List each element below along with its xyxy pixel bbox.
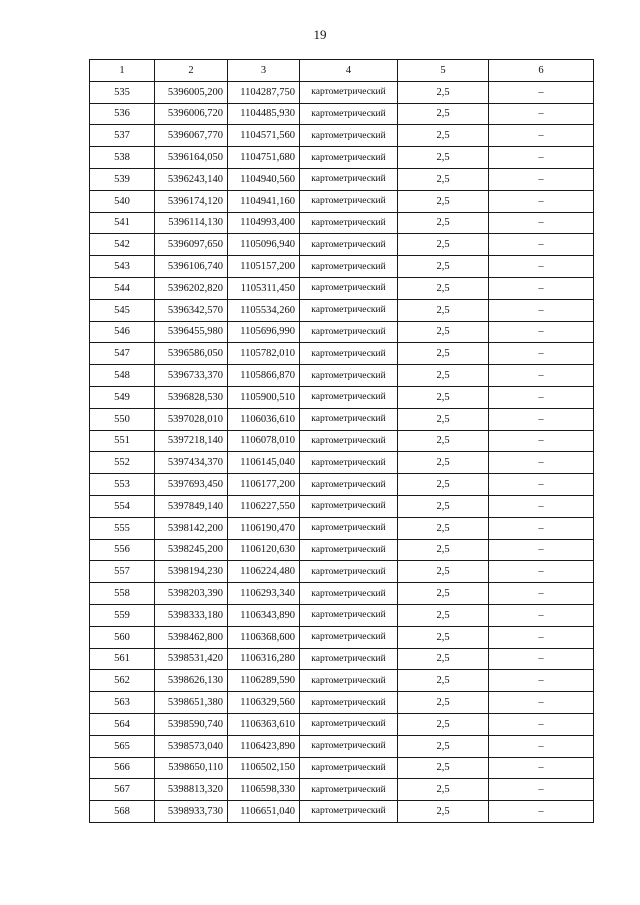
table-row — [90, 735, 594, 757]
y-coordinate-cell: 1106293,340 — [228, 583, 300, 605]
note-cell: – — [489, 626, 594, 648]
point-number-cell: 561 — [90, 648, 155, 670]
x-coordinate-cell: 5396586,050 — [155, 343, 228, 365]
note-cell: – — [489, 277, 594, 299]
point-number-cell: 538 — [90, 147, 155, 169]
point-number-cell: 542 — [90, 234, 155, 256]
x-coordinate-cell: 5398651,380 — [155, 692, 228, 714]
note-cell: – — [489, 517, 594, 539]
note-cell: – — [489, 386, 594, 408]
accuracy-cell: 2,5 — [398, 713, 489, 735]
accuracy-cell: 2,5 — [398, 256, 489, 278]
accuracy-cell: 2,5 — [398, 648, 489, 670]
column-header-5: 5 — [398, 60, 489, 82]
column-header-6: 6 — [489, 60, 594, 82]
accuracy-cell: 2,5 — [398, 735, 489, 757]
accuracy-cell: 2,5 — [398, 692, 489, 714]
table-row — [90, 343, 594, 365]
note-cell: – — [489, 125, 594, 147]
method-cell: картометрический — [300, 386, 398, 408]
x-coordinate-cell: 5398142,200 — [155, 517, 228, 539]
note-cell: – — [489, 648, 594, 670]
x-coordinate-cell: 5396106,740 — [155, 256, 228, 278]
accuracy-cell: 2,5 — [398, 474, 489, 496]
x-coordinate-cell: 5397434,370 — [155, 452, 228, 474]
y-coordinate-cell: 1106651,040 — [228, 801, 300, 823]
x-coordinate-cell: 5398590,740 — [155, 713, 228, 735]
note-cell: – — [489, 212, 594, 234]
table-row — [90, 779, 594, 801]
table-row — [90, 408, 594, 430]
accuracy-cell: 2,5 — [398, 343, 489, 365]
table-row — [90, 670, 594, 692]
accuracy-cell: 2,5 — [398, 626, 489, 648]
point-number-cell: 549 — [90, 386, 155, 408]
method-cell: картометрический — [300, 692, 398, 714]
x-coordinate-cell: 5396342,570 — [155, 299, 228, 321]
page-number: 19 — [313, 27, 327, 42]
accuracy-cell: 2,5 — [398, 147, 489, 169]
note-cell: – — [489, 103, 594, 125]
y-coordinate-cell: 1105696,990 — [228, 321, 300, 343]
point-number-cell: 555 — [90, 517, 155, 539]
point-number-cell: 547 — [90, 343, 155, 365]
y-coordinate-cell: 1106502,150 — [228, 757, 300, 779]
method-cell: картометрический — [300, 626, 398, 648]
x-coordinate-cell: 5398813,320 — [155, 779, 228, 801]
accuracy-cell: 2,5 — [398, 103, 489, 125]
method-cell: картометрический — [300, 452, 398, 474]
note-cell: – — [489, 583, 594, 605]
table-row — [90, 81, 594, 103]
method-cell: картометрический — [300, 234, 398, 256]
note-cell: – — [489, 561, 594, 583]
accuracy-cell: 2,5 — [398, 168, 489, 190]
y-coordinate-cell: 1104485,930 — [228, 103, 300, 125]
method-cell: картометрический — [300, 125, 398, 147]
point-number-cell: 567 — [90, 779, 155, 801]
table-row — [90, 801, 594, 823]
table-row — [90, 604, 594, 626]
table-row — [90, 626, 594, 648]
y-coordinate-cell: 1104993,400 — [228, 212, 300, 234]
x-coordinate-cell: 5396006,720 — [155, 103, 228, 125]
method-cell: картометрический — [300, 801, 398, 823]
x-coordinate-cell: 5398650,110 — [155, 757, 228, 779]
table-row — [90, 713, 594, 735]
x-coordinate-cell: 5396114,130 — [155, 212, 228, 234]
x-coordinate-cell: 5398573,040 — [155, 735, 228, 757]
table-header-row — [90, 60, 594, 82]
note-cell: – — [489, 735, 594, 757]
table-row — [90, 103, 594, 125]
table-row — [90, 692, 594, 714]
x-coordinate-cell: 5396005,200 — [155, 81, 228, 103]
note-cell: – — [489, 604, 594, 626]
table-row — [90, 495, 594, 517]
y-coordinate-cell: 1106343,890 — [228, 604, 300, 626]
method-cell: картометрический — [300, 561, 398, 583]
point-number-cell: 562 — [90, 670, 155, 692]
method-cell: картометрический — [300, 474, 398, 496]
accuracy-cell: 2,5 — [398, 81, 489, 103]
table-row — [90, 386, 594, 408]
note-cell: – — [489, 147, 594, 169]
method-cell: картометрический — [300, 103, 398, 125]
y-coordinate-cell: 1104940,560 — [228, 168, 300, 190]
accuracy-cell: 2,5 — [398, 277, 489, 299]
x-coordinate-cell: 5397218,140 — [155, 430, 228, 452]
method-cell: картометрический — [300, 430, 398, 452]
accuracy-cell: 2,5 — [398, 583, 489, 605]
point-number-cell: 544 — [90, 277, 155, 299]
table-row — [90, 321, 594, 343]
x-coordinate-cell: 5398203,390 — [155, 583, 228, 605]
y-coordinate-cell: 1104571,560 — [228, 125, 300, 147]
method-cell: картометрический — [300, 343, 398, 365]
table-row — [90, 299, 594, 321]
x-coordinate-cell: 5398245,200 — [155, 539, 228, 561]
method-cell: картометрический — [300, 517, 398, 539]
note-cell: – — [489, 190, 594, 212]
y-coordinate-cell: 1104287,750 — [228, 81, 300, 103]
accuracy-cell: 2,5 — [398, 517, 489, 539]
point-number-cell: 565 — [90, 735, 155, 757]
method-cell: картометрический — [300, 713, 398, 735]
y-coordinate-cell: 1104941,160 — [228, 190, 300, 212]
column-header-1: 1 — [90, 60, 155, 82]
y-coordinate-cell: 1106289,590 — [228, 670, 300, 692]
table-row — [90, 517, 594, 539]
accuracy-cell: 2,5 — [398, 365, 489, 387]
y-coordinate-cell: 1105311,450 — [228, 277, 300, 299]
method-cell: картометрический — [300, 190, 398, 212]
note-cell: – — [489, 539, 594, 561]
table-row — [90, 147, 594, 169]
method-cell: картометрический — [300, 81, 398, 103]
accuracy-cell: 2,5 — [398, 212, 489, 234]
method-cell: картометрический — [300, 648, 398, 670]
accuracy-cell: 2,5 — [398, 190, 489, 212]
method-cell: картометрический — [300, 277, 398, 299]
point-number-cell: 539 — [90, 168, 155, 190]
note-cell: – — [489, 495, 594, 517]
x-coordinate-cell: 5396455,980 — [155, 321, 228, 343]
y-coordinate-cell: 1106120,630 — [228, 539, 300, 561]
point-number-cell: 568 — [90, 801, 155, 823]
column-header-2: 2 — [155, 60, 228, 82]
x-coordinate-cell: 5398531,420 — [155, 648, 228, 670]
accuracy-cell: 2,5 — [398, 386, 489, 408]
y-coordinate-cell: 1106177,200 — [228, 474, 300, 496]
accuracy-cell: 2,5 — [398, 125, 489, 147]
note-cell: – — [489, 474, 594, 496]
y-coordinate-cell: 1105157,200 — [228, 256, 300, 278]
table-row — [90, 125, 594, 147]
table-body — [90, 81, 594, 822]
table-row — [90, 430, 594, 452]
method-cell: картометрический — [300, 539, 398, 561]
table-row — [90, 190, 594, 212]
note-cell: – — [489, 299, 594, 321]
y-coordinate-cell: 1106224,480 — [228, 561, 300, 583]
method-cell: картометрический — [300, 168, 398, 190]
note-cell: – — [489, 365, 594, 387]
note-cell: – — [489, 81, 594, 103]
method-cell: картометрический — [300, 256, 398, 278]
point-number-cell: 536 — [90, 103, 155, 125]
method-cell: картометрический — [300, 670, 398, 692]
point-number-cell: 560 — [90, 626, 155, 648]
accuracy-cell: 2,5 — [398, 495, 489, 517]
y-coordinate-cell: 1106145,040 — [228, 452, 300, 474]
x-coordinate-cell: 5397028,010 — [155, 408, 228, 430]
method-cell: картометрический — [300, 365, 398, 387]
note-cell: – — [489, 692, 594, 714]
accuracy-cell: 2,5 — [398, 408, 489, 430]
point-number-cell: 566 — [90, 757, 155, 779]
point-number-cell: 563 — [90, 692, 155, 714]
y-coordinate-cell: 1105866,870 — [228, 365, 300, 387]
x-coordinate-cell: 5398626,130 — [155, 670, 228, 692]
y-coordinate-cell: 1104751,680 — [228, 147, 300, 169]
y-coordinate-cell: 1106078,010 — [228, 430, 300, 452]
note-cell: – — [489, 430, 594, 452]
method-cell: картометрический — [300, 757, 398, 779]
x-coordinate-cell: 5397849,140 — [155, 495, 228, 517]
point-number-cell: 554 — [90, 495, 155, 517]
table-row — [90, 583, 594, 605]
point-number-cell: 543 — [90, 256, 155, 278]
method-cell: картометрический — [300, 495, 398, 517]
y-coordinate-cell: 1106316,280 — [228, 648, 300, 670]
note-cell: – — [489, 801, 594, 823]
accuracy-cell: 2,5 — [398, 779, 489, 801]
accuracy-cell: 2,5 — [398, 757, 489, 779]
table-row — [90, 234, 594, 256]
point-number-cell: 548 — [90, 365, 155, 387]
accuracy-cell: 2,5 — [398, 670, 489, 692]
table-row — [90, 539, 594, 561]
point-number-cell: 541 — [90, 212, 155, 234]
note-cell: – — [489, 256, 594, 278]
x-coordinate-cell: 5396202,820 — [155, 277, 228, 299]
table-row — [90, 648, 594, 670]
table-row — [90, 277, 594, 299]
table-row — [90, 168, 594, 190]
method-cell: картометрический — [300, 299, 398, 321]
x-coordinate-cell: 5396097,650 — [155, 234, 228, 256]
accuracy-cell: 2,5 — [398, 604, 489, 626]
accuracy-cell: 2,5 — [398, 430, 489, 452]
x-coordinate-cell: 5396164,050 — [155, 147, 228, 169]
point-number-cell: 556 — [90, 539, 155, 561]
x-coordinate-cell: 5396243,140 — [155, 168, 228, 190]
note-cell: – — [489, 670, 594, 692]
table-row — [90, 561, 594, 583]
x-coordinate-cell: 5396828,530 — [155, 386, 228, 408]
x-coordinate-cell: 5396174,120 — [155, 190, 228, 212]
note-cell: – — [489, 713, 594, 735]
point-number-cell: 537 — [90, 125, 155, 147]
x-coordinate-cell: 5397693,450 — [155, 474, 228, 496]
y-coordinate-cell: 1105900,510 — [228, 386, 300, 408]
accuracy-cell: 2,5 — [398, 452, 489, 474]
method-cell: картометрический — [300, 408, 398, 430]
note-cell: – — [489, 452, 594, 474]
y-coordinate-cell: 1106329,560 — [228, 692, 300, 714]
accuracy-cell: 2,5 — [398, 539, 489, 561]
point-number-cell: 540 — [90, 190, 155, 212]
point-number-cell: 535 — [90, 81, 155, 103]
column-header-3: 3 — [228, 60, 300, 82]
x-coordinate-cell: 5398933,730 — [155, 801, 228, 823]
note-cell: – — [489, 168, 594, 190]
method-cell: картометрический — [300, 212, 398, 234]
coordinates-table — [89, 59, 594, 823]
accuracy-cell: 2,5 — [398, 801, 489, 823]
point-number-cell: 545 — [90, 299, 155, 321]
point-number-cell: 558 — [90, 583, 155, 605]
y-coordinate-cell: 1105096,940 — [228, 234, 300, 256]
table-row — [90, 757, 594, 779]
accuracy-cell: 2,5 — [398, 299, 489, 321]
y-coordinate-cell: 1105782,010 — [228, 343, 300, 365]
method-cell: картометрический — [300, 583, 398, 605]
point-number-cell: 553 — [90, 474, 155, 496]
x-coordinate-cell: 5398333,180 — [155, 604, 228, 626]
method-cell: картометрический — [300, 321, 398, 343]
note-cell: – — [489, 234, 594, 256]
accuracy-cell: 2,5 — [398, 234, 489, 256]
point-number-cell: 564 — [90, 713, 155, 735]
y-coordinate-cell: 1106598,330 — [228, 779, 300, 801]
y-coordinate-cell: 1106363,610 — [228, 713, 300, 735]
note-cell: – — [489, 343, 594, 365]
table-row — [90, 256, 594, 278]
table-row — [90, 365, 594, 387]
x-coordinate-cell: 5396067,770 — [155, 125, 228, 147]
method-cell: картометрический — [300, 735, 398, 757]
point-number-cell: 546 — [90, 321, 155, 343]
y-coordinate-cell: 1106368,600 — [228, 626, 300, 648]
y-coordinate-cell: 1106190,470 — [228, 517, 300, 539]
x-coordinate-cell: 5396733,370 — [155, 365, 228, 387]
accuracy-cell: 2,5 — [398, 561, 489, 583]
y-coordinate-cell: 1105534,260 — [228, 299, 300, 321]
table-row — [90, 452, 594, 474]
table-row — [90, 474, 594, 496]
y-coordinate-cell: 1106036,610 — [228, 408, 300, 430]
note-cell: – — [489, 757, 594, 779]
note-cell: – — [489, 321, 594, 343]
method-cell: картометрический — [300, 779, 398, 801]
accuracy-cell: 2,5 — [398, 321, 489, 343]
point-number-cell: 551 — [90, 430, 155, 452]
point-number-cell: 559 — [90, 604, 155, 626]
table-row — [90, 212, 594, 234]
column-header-4: 4 — [300, 60, 398, 82]
x-coordinate-cell: 5398194,230 — [155, 561, 228, 583]
note-cell: – — [489, 408, 594, 430]
point-number-cell: 557 — [90, 561, 155, 583]
x-coordinate-cell: 5398462,800 — [155, 626, 228, 648]
y-coordinate-cell: 1106423,890 — [228, 735, 300, 757]
point-number-cell: 552 — [90, 452, 155, 474]
y-coordinate-cell: 1106227,550 — [228, 495, 300, 517]
point-number-cell: 550 — [90, 408, 155, 430]
method-cell: картометрический — [300, 147, 398, 169]
method-cell: картометрический — [300, 604, 398, 626]
note-cell: – — [489, 779, 594, 801]
